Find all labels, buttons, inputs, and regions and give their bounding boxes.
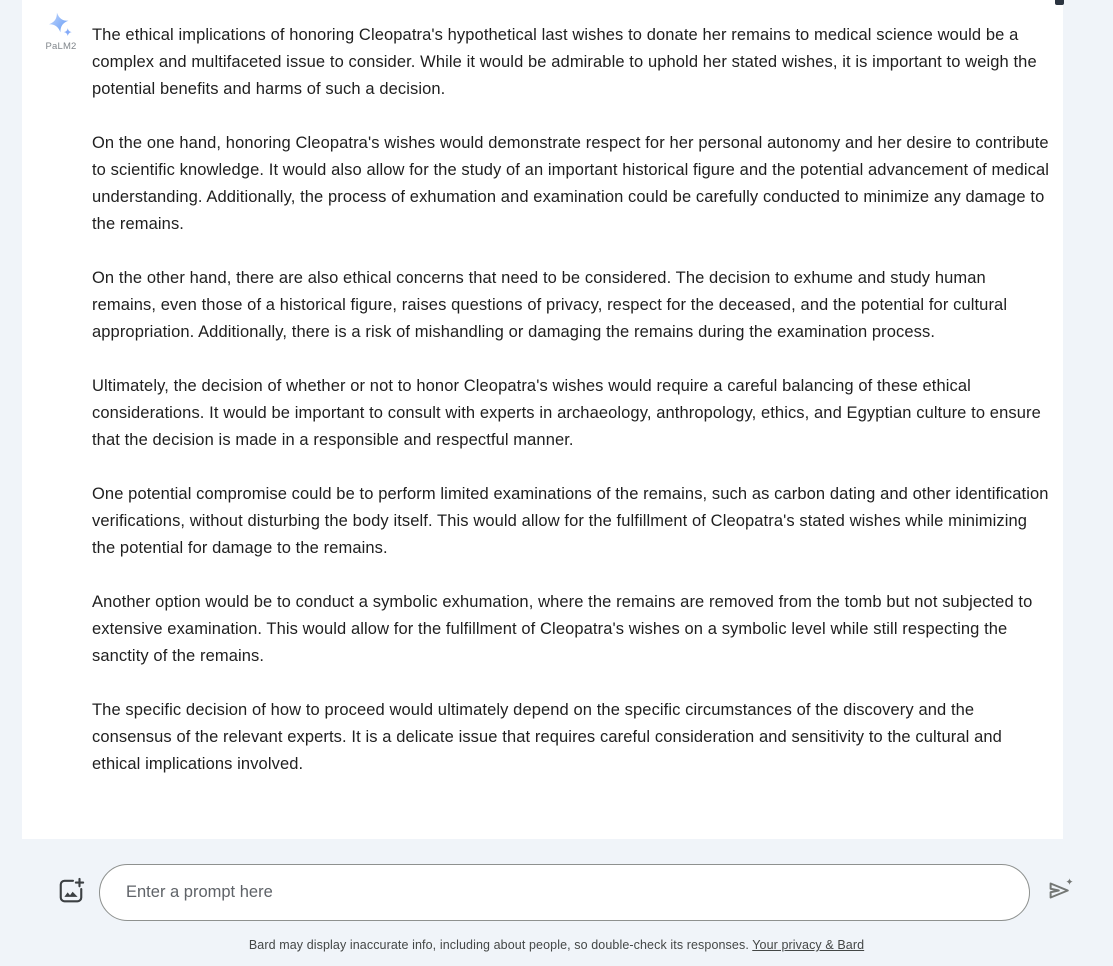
chat-panel	[22, 0, 1063, 839]
disclaimer-text: Bard may display inaccurate info, including about people, so double-check its responses.	[248, 938, 749, 952]
privacy-link[interactable]: Your privacy & Bard	[752, 938, 865, 952]
model-avatar	[38, 12, 84, 52]
bard-sparkle-icon	[38, 12, 84, 40]
add-image-button[interactable]	[54, 875, 88, 909]
message-paragraph: The ethical implications of honoring Cleopatra's hypothetical last wishes to donate her remains to medical science would be a complex and multifaceted issue to consider. While it would be admirable to uphold her stated wishes, it is important to weigh the potential benefits and harms of such a decision.	[92, 26, 1037, 98]
send-button[interactable]	[1042, 874, 1078, 910]
scrollbar-thumb[interactable]	[1055, 0, 1064, 5]
message-paragraph: On the other hand, there are also ethical concerns that need to be considered. The decision to exhume and study human remains, even those of a historical figure, raises questions of privacy, respect for the deceased, and the potential for cultural appropriation. Additionally, there is a risk of mishandling or damaging the remains during the examination process.	[92, 269, 1008, 341]
message-paragraph: Ultimately, the decision of whether or not to honor Cleopatra's wishes would require a careful balancing of these ethical considerations. It would be important to consult with experts in archaeology, anthropology, ethics, and Egyptian culture to ensure that the decision is made in a responsible and respectful manner.	[92, 377, 1041, 449]
send-spark-icon	[1045, 894, 1075, 909]
message-paragraph: On the one hand, honoring Cleopatra's wishes would demonstrate respect for her personal autonomy and her desire to contribute to scientific knowledge. It would also allow for the study of an important historical figure and the potential advancement of medical understanding. Additionally, the process of exhumation and examination could be carefully conducted to minimize any damage to the remains.	[92, 134, 1050, 233]
prompt-composer	[0, 839, 1113, 966]
add-image-icon	[56, 894, 86, 909]
message-paragraph: One potential compromise could be to perform limited examinations of the remains, such as carbon dating and other identification verifications, without disturbing the body itself. This would allow for the fulfillment of Cleopatra's stated wishes while minimizing the potential for damage to the remains.	[92, 485, 1049, 557]
prompt-pill	[99, 864, 1030, 921]
footer-disclaimer	[0, 938, 1113, 952]
model-name-label: PaLM2	[45, 41, 77, 52]
message-paragraph: Another option would be to conduct a symbolic exhumation, where the remains are removed from the tomb but not subjected to extensive examination. This would allow for the fulfillment of Cleopatra's wishes on a symbolic level while still respecting the sanctity of the remains.	[92, 593, 1033, 665]
prompt-input[interactable]	[100, 865, 1029, 920]
message-paragraph: The specific decision of how to proceed would ultimately depend on the specific circumstances of the discovery and the consensus of the relevant experts. It is a delicate issue that requires careful consideration and sensitivity to the cultural and ethical implications involved.	[92, 701, 1002, 773]
assistant-message	[92, 22, 1054, 778]
